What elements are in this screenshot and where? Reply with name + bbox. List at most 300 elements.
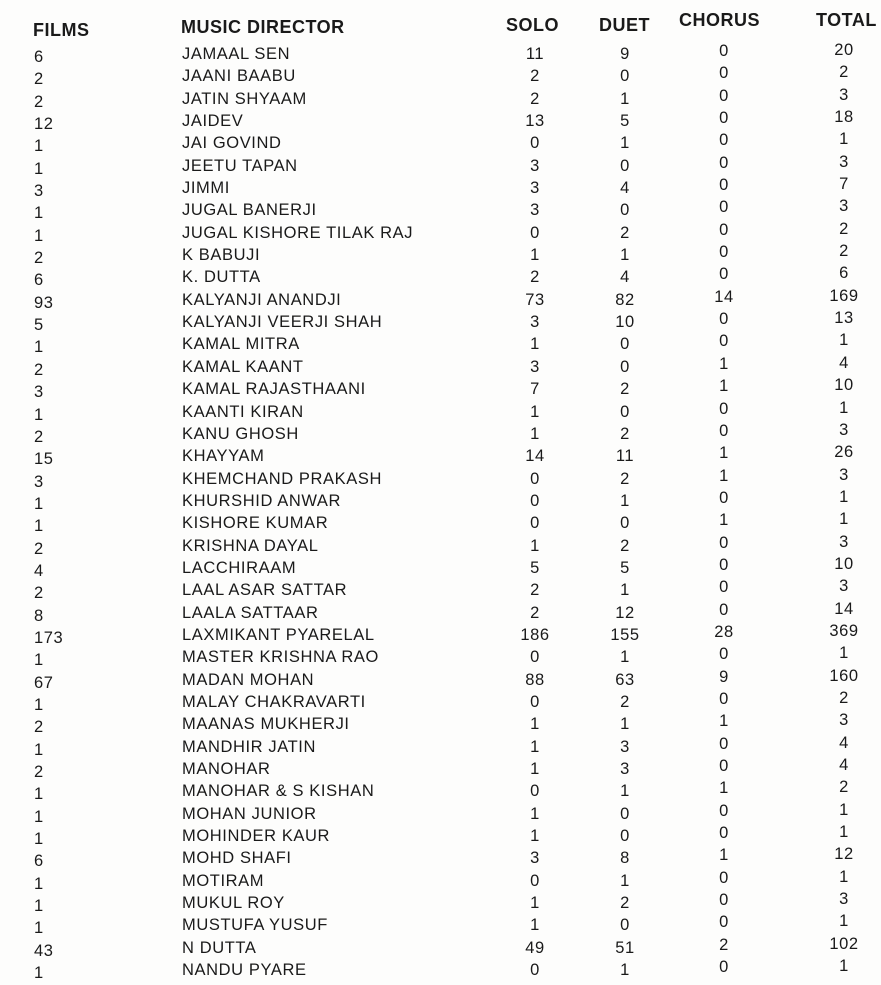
cell-music-director: LAALA SATTAAR xyxy=(182,603,319,622)
cell-films: 2 xyxy=(34,360,44,379)
cell-chorus: 0 xyxy=(719,555,729,574)
cell-total: 4 xyxy=(839,733,849,752)
cell-music-director: MALAY CHAKRAVARTI xyxy=(182,692,366,711)
cell-films: 3 xyxy=(34,472,44,491)
cell-duet: 0 xyxy=(620,916,630,935)
cell-music-director: JIMMI xyxy=(182,179,230,198)
cell-solo: 3 xyxy=(530,156,540,175)
cell-duet: 1 xyxy=(620,134,630,153)
cell-solo: 1 xyxy=(530,916,540,935)
table-row xyxy=(0,577,881,603)
table-row xyxy=(0,331,881,357)
table-row xyxy=(0,554,881,580)
cell-chorus: 0 xyxy=(719,868,729,887)
cell-films: 1 xyxy=(34,651,44,670)
cell-total: 2 xyxy=(839,778,849,797)
cell-films: 93 xyxy=(34,293,54,312)
cell-music-director: JUGAL BANERJI xyxy=(182,201,317,220)
cell-duet: 12 xyxy=(615,603,635,622)
cell-films: 4 xyxy=(34,561,44,580)
cell-music-director: JEETU TAPAN xyxy=(182,156,298,175)
cell-music-director: JAANI BAABU xyxy=(182,67,296,86)
cell-solo: 1 xyxy=(530,536,540,555)
cell-films: 1 xyxy=(34,338,44,357)
cell-solo: 14 xyxy=(525,447,545,466)
cell-total: 14 xyxy=(834,599,854,618)
cell-total: 7 xyxy=(839,175,849,194)
cell-total: 3 xyxy=(839,85,849,104)
cell-duet: 0 xyxy=(620,201,630,220)
cell-duet: 2 xyxy=(620,223,630,242)
cell-chorus: 0 xyxy=(719,734,729,753)
cell-duet: 0 xyxy=(620,357,630,376)
cell-music-director: KALYANJI ANANDJI xyxy=(182,290,342,309)
cell-chorus: 0 xyxy=(719,220,729,239)
cell-films: 2 xyxy=(34,539,44,558)
table-row xyxy=(0,711,881,737)
cell-films: 1 xyxy=(34,517,44,536)
cell-films: 1 xyxy=(34,740,44,759)
cell-music-director: MANOHAR & S KISHAN xyxy=(182,782,375,801)
cell-music-director: KHEMCHAND PRAKASH xyxy=(182,469,382,488)
cell-total: 1 xyxy=(839,912,849,931)
cell-solo: 2 xyxy=(530,581,540,600)
cell-music-director: JAIDEV xyxy=(182,112,244,131)
cell-duet: 1 xyxy=(620,89,630,108)
cell-films: 1 xyxy=(34,919,44,938)
cell-chorus: 0 xyxy=(719,109,729,128)
cell-total: 4 xyxy=(839,353,849,372)
cell-films: 1 xyxy=(34,897,44,916)
cell-chorus: 1 xyxy=(719,466,729,485)
cell-films: 1 xyxy=(34,159,44,178)
table-row xyxy=(0,756,881,781)
cell-chorus: 0 xyxy=(719,176,729,195)
cell-solo: 0 xyxy=(530,961,540,980)
cell-total: 1 xyxy=(839,800,849,819)
cell-music-director: KALYANJI VEERJI SHAH xyxy=(182,313,383,332)
table-row xyxy=(0,242,881,268)
cell-solo: 1 xyxy=(530,424,540,443)
cell-chorus: 9 xyxy=(719,667,729,686)
cell-films: 1 xyxy=(34,695,44,714)
cell-films: 173 xyxy=(34,628,64,647)
cell-duet: 11 xyxy=(615,447,635,466)
cell-solo: 0 xyxy=(530,782,540,801)
cell-solo: 0 xyxy=(530,134,540,153)
cell-duet: 1 xyxy=(620,491,630,510)
cell-solo: 11 xyxy=(525,45,545,63)
table-row xyxy=(0,823,881,849)
cell-solo: 2 xyxy=(530,268,540,287)
cell-duet: 2 xyxy=(620,469,630,488)
cell-films: 1 xyxy=(34,494,44,513)
cell-total: 2 xyxy=(839,242,849,261)
cell-films: 6 xyxy=(34,852,44,871)
cell-chorus: 0 xyxy=(719,578,729,597)
cell-total: 169 xyxy=(829,286,859,305)
cell-total: 1 xyxy=(839,644,849,663)
header-solo: SOLO xyxy=(506,15,560,35)
cell-music-director: LACCHIRAAM xyxy=(182,558,297,577)
cell-total: 3 xyxy=(839,152,849,171)
cell-duet: 5 xyxy=(620,558,630,577)
cell-solo: 3 xyxy=(530,313,540,332)
cell-total: 3 xyxy=(839,711,849,730)
cell-films: 1 xyxy=(34,226,44,245)
cell-music-director: KHAYYAM xyxy=(182,447,265,466)
cell-films: 1 xyxy=(34,137,44,156)
header-duet: DUET xyxy=(599,15,650,35)
cell-total: 2 xyxy=(839,219,849,238)
cell-films: 8 xyxy=(34,606,44,625)
cell-chorus: 0 xyxy=(719,645,729,664)
cell-solo: 1 xyxy=(530,827,540,846)
cell-duet: 1 xyxy=(620,782,630,801)
cell-duet: 2 xyxy=(620,380,630,399)
cell-duet: 9 xyxy=(620,45,630,63)
cell-total: 2 xyxy=(839,63,849,82)
cell-music-director: JUGAL KISHORE TILAK RAJ xyxy=(182,223,414,242)
cell-solo: 1 xyxy=(530,402,540,421)
cell-duet: 0 xyxy=(620,514,630,533)
cell-solo: 186 xyxy=(520,625,550,644)
cell-total: 10 xyxy=(834,554,854,573)
table-row xyxy=(0,487,881,513)
cell-music-director: MOHAN JUNIOR xyxy=(182,804,317,823)
cell-solo: 1 xyxy=(530,737,540,756)
table-row xyxy=(0,443,881,469)
cell-total: 3 xyxy=(839,890,849,909)
table-row xyxy=(0,108,881,134)
cell-chorus: 0 xyxy=(719,533,729,552)
cell-films: 2 xyxy=(34,718,44,737)
cell-chorus: 1 xyxy=(719,377,729,396)
cell-chorus: 28 xyxy=(714,622,734,641)
cell-chorus: 1 xyxy=(719,846,729,865)
cell-solo: 5 xyxy=(530,558,540,577)
table-row xyxy=(0,264,881,290)
cell-total: 3 xyxy=(839,532,849,551)
cell-chorus: 0 xyxy=(719,824,729,843)
cell-total: 2 xyxy=(839,688,849,707)
cell-total: 3 xyxy=(839,420,849,439)
cell-duet: 0 xyxy=(620,156,630,175)
cell-films: 12 xyxy=(34,115,54,134)
cell-total: 6 xyxy=(839,264,849,283)
table-row xyxy=(0,398,881,424)
cell-films: 15 xyxy=(34,450,54,469)
cell-chorus: 0 xyxy=(719,600,729,619)
cell-chorus: 1 xyxy=(719,354,729,373)
cell-duet: 1 xyxy=(620,961,630,980)
cell-chorus: 0 xyxy=(719,64,729,83)
cell-duet: 1 xyxy=(620,581,630,600)
cell-total: 1 xyxy=(839,957,849,976)
cell-music-director: KAMAL MITRA xyxy=(182,335,300,354)
cell-solo: 13 xyxy=(525,112,545,131)
cell-chorus: 0 xyxy=(719,801,729,820)
header-chorus: CHORUS xyxy=(679,10,761,30)
table-row xyxy=(0,532,881,558)
cell-music-director: MADAN MOHAN xyxy=(182,670,315,689)
cell-films: 67 xyxy=(34,673,54,692)
table-row xyxy=(0,63,881,89)
table-row xyxy=(0,688,881,714)
cell-films: 1 xyxy=(34,807,44,826)
cell-films: 1 xyxy=(34,830,44,849)
table-row xyxy=(0,219,881,245)
cell-duet: 51 xyxy=(615,938,635,957)
cell-solo: 49 xyxy=(525,938,545,957)
cell-total: 26 xyxy=(834,443,854,462)
cell-films: 2 xyxy=(34,427,44,446)
cell-solo: 1 xyxy=(530,760,540,778)
cell-duet: 0 xyxy=(620,335,630,354)
cell-solo: 0 xyxy=(530,469,540,488)
cell-films: 2 xyxy=(34,70,44,89)
cell-duet: 1 xyxy=(620,648,630,667)
cell-duet: 2 xyxy=(620,536,630,555)
cell-total: 18 xyxy=(834,108,854,127)
cell-films: 5 xyxy=(34,316,44,335)
cell-music-director: MOHD SHAFI xyxy=(182,849,292,868)
cell-chorus: 0 xyxy=(719,757,729,775)
cell-music-director: KISHORE KUMAR xyxy=(182,514,329,533)
cell-music-director: MASTER KRISHNA RAO xyxy=(182,648,379,667)
cell-total: 1 xyxy=(839,510,849,529)
cell-duet: 3 xyxy=(620,760,630,778)
cell-music-director: KAMAL KAANT xyxy=(182,357,304,376)
cell-solo: 3 xyxy=(530,849,540,868)
cell-solo: 0 xyxy=(530,514,540,533)
cell-total: 1 xyxy=(839,398,849,417)
cell-duet: 4 xyxy=(620,268,630,287)
table-row xyxy=(0,175,881,201)
cell-solo: 1 xyxy=(530,246,540,265)
cell-films: 6 xyxy=(34,48,44,66)
cell-music-director: MOHINDER KAUR xyxy=(182,827,331,846)
cell-music-director: MUSTUFA YUSUF xyxy=(182,916,328,935)
cell-total: 160 xyxy=(829,666,859,685)
table-row xyxy=(0,353,881,379)
cell-duet: 4 xyxy=(620,179,630,198)
header-films: FILMS xyxy=(33,20,90,40)
cell-solo: 3 xyxy=(530,179,540,198)
cell-films: 1 xyxy=(34,204,44,223)
cell-films: 43 xyxy=(34,941,54,960)
cell-music-director: MANDHIR JATIN xyxy=(182,737,316,756)
cell-films: 3 xyxy=(34,383,44,402)
table-header xyxy=(0,10,881,44)
cell-films: 2 xyxy=(34,249,44,268)
cell-solo: 2 xyxy=(530,603,540,622)
cell-music-director: N DUTTA xyxy=(182,938,257,957)
table-row xyxy=(0,420,881,446)
cell-solo: 0 xyxy=(530,871,540,890)
cell-chorus: 0 xyxy=(719,131,729,150)
cell-total: 10 xyxy=(834,376,854,395)
cell-films: 6 xyxy=(34,271,44,290)
table-row xyxy=(0,733,881,759)
table-row xyxy=(0,644,881,670)
table-row xyxy=(0,957,881,983)
table-row xyxy=(0,666,881,692)
cell-solo: 3 xyxy=(530,357,540,376)
cell-solo: 2 xyxy=(530,67,540,86)
cell-chorus: 14 xyxy=(714,287,734,306)
cell-solo: 1 xyxy=(530,804,540,823)
cell-total: 3 xyxy=(839,465,849,484)
cell-duet: 5 xyxy=(620,112,630,131)
table-row xyxy=(0,309,881,335)
cell-music-director: K. DUTTA xyxy=(182,268,261,287)
cell-duet: 1 xyxy=(620,246,630,265)
table-row xyxy=(0,934,881,960)
cell-duet: 1 xyxy=(620,715,630,734)
cell-duet: 0 xyxy=(620,804,630,823)
cell-films: 3 xyxy=(34,182,44,201)
cell-total: 13 xyxy=(834,309,854,328)
cell-music-director: KHURSHID ANWAR xyxy=(182,491,342,510)
cell-chorus: 0 xyxy=(719,913,729,932)
cell-films: 2 xyxy=(34,763,44,781)
table-row xyxy=(0,85,881,111)
cell-total: 3 xyxy=(839,577,849,596)
cell-films: 2 xyxy=(34,92,44,111)
header-music-director: MUSIC DIRECTOR xyxy=(181,17,345,37)
cell-music-director: MOTIRAM xyxy=(182,871,265,890)
cell-music-director: LAXMIKANT PYARELAL xyxy=(182,625,375,644)
cell-films: 2 xyxy=(34,584,44,603)
cell-duet: 8 xyxy=(620,849,630,868)
table-row xyxy=(0,465,881,491)
cell-chorus: 0 xyxy=(719,198,729,217)
cell-films: 1 xyxy=(34,874,44,893)
cell-chorus: 0 xyxy=(719,689,729,708)
table-row xyxy=(0,376,881,402)
cell-solo: 1 xyxy=(530,894,540,913)
cell-chorus: 1 xyxy=(719,779,729,798)
cell-chorus: 1 xyxy=(719,712,729,731)
cell-chorus: 1 xyxy=(719,444,729,463)
cell-solo: 1 xyxy=(530,335,540,354)
cell-music-director: NANDU PYARE xyxy=(182,961,307,980)
table-row xyxy=(0,890,881,916)
cell-duet: 63 xyxy=(615,670,635,689)
cell-solo: 0 xyxy=(530,223,540,242)
cell-duet: 2 xyxy=(620,424,630,443)
cell-chorus: 0 xyxy=(719,488,729,507)
table-row xyxy=(0,845,881,871)
cell-solo: 0 xyxy=(530,648,540,667)
cell-chorus: 0 xyxy=(719,421,729,440)
cell-films: 1 xyxy=(34,785,44,804)
cell-chorus: 2 xyxy=(719,935,729,954)
table-row xyxy=(0,286,881,312)
cell-duet: 10 xyxy=(615,313,635,332)
cell-solo: 2 xyxy=(530,89,540,108)
cell-films: 1 xyxy=(34,964,44,983)
table-row xyxy=(0,197,881,223)
cell-music-director: K BABUJI xyxy=(182,246,261,265)
cell-duet: 0 xyxy=(620,827,630,846)
cell-chorus: 0 xyxy=(719,42,729,60)
cell-duet: 2 xyxy=(620,692,630,711)
cell-duet: 0 xyxy=(620,402,630,421)
cell-chorus: 0 xyxy=(719,153,729,172)
table-row xyxy=(0,867,881,893)
cell-music-director: MAANAS MUKHERJI xyxy=(182,715,350,734)
table-row xyxy=(0,621,881,647)
cell-total: 20 xyxy=(834,41,854,59)
cell-total: 1 xyxy=(839,331,849,350)
cell-total: 102 xyxy=(829,934,859,953)
cell-music-director: JAMAAL SEN xyxy=(182,45,291,63)
table-body xyxy=(0,41,881,983)
cell-total: 1 xyxy=(839,487,849,506)
table-row xyxy=(0,152,881,178)
cell-music-director: KAANTI KIRAN xyxy=(182,402,304,421)
cell-music-director: JAI GOVIND xyxy=(182,134,282,153)
cell-duet: 155 xyxy=(610,625,640,644)
cell-total: 3 xyxy=(839,197,849,216)
cell-chorus: 0 xyxy=(719,958,729,977)
table-row xyxy=(0,800,881,826)
cell-solo: 0 xyxy=(530,692,540,711)
cell-chorus: 0 xyxy=(719,399,729,418)
cell-duet: 82 xyxy=(615,290,635,309)
table-row xyxy=(0,510,881,536)
cell-duet: 1 xyxy=(620,871,630,890)
table-row xyxy=(0,778,881,804)
cell-solo: 3 xyxy=(530,201,540,220)
cell-music-director: MUKUL ROY xyxy=(182,894,285,913)
cell-music-director: KAMAL RAJASTHAANI xyxy=(182,380,366,399)
cell-total: 1 xyxy=(839,867,849,886)
cell-chorus: 0 xyxy=(719,265,729,284)
cell-solo: 88 xyxy=(525,670,545,689)
cell-solo: 7 xyxy=(530,380,540,399)
cell-films: 1 xyxy=(34,405,44,424)
cell-solo: 0 xyxy=(530,491,540,510)
cell-chorus: 0 xyxy=(719,86,729,105)
cell-chorus: 0 xyxy=(719,243,729,262)
cell-music-director: KANU GHOSH xyxy=(182,424,299,443)
cell-total: 1 xyxy=(839,130,849,149)
cell-duet: 2 xyxy=(620,894,630,913)
table-row xyxy=(0,41,881,66)
table-row xyxy=(0,130,881,156)
table-row xyxy=(0,599,881,625)
cell-total: 12 xyxy=(834,845,854,864)
cell-chorus: 0 xyxy=(719,310,729,329)
cell-chorus: 1 xyxy=(719,511,729,530)
cell-chorus: 0 xyxy=(719,891,729,910)
cell-total: 369 xyxy=(829,621,859,640)
cell-solo: 1 xyxy=(530,715,540,734)
cell-total: 4 xyxy=(839,756,849,774)
cell-duet: 3 xyxy=(620,737,630,756)
cell-music-director: MANOHAR xyxy=(182,760,271,778)
table-row xyxy=(0,912,881,938)
cell-solo: 73 xyxy=(525,290,545,309)
cell-total: 1 xyxy=(839,823,849,842)
cell-chorus: 0 xyxy=(719,332,729,351)
cell-music-director: JATIN SHYAAM xyxy=(182,89,307,108)
cell-music-director: LAAL ASAR SATTAR xyxy=(182,581,348,600)
header-total: TOTAL xyxy=(816,10,877,30)
